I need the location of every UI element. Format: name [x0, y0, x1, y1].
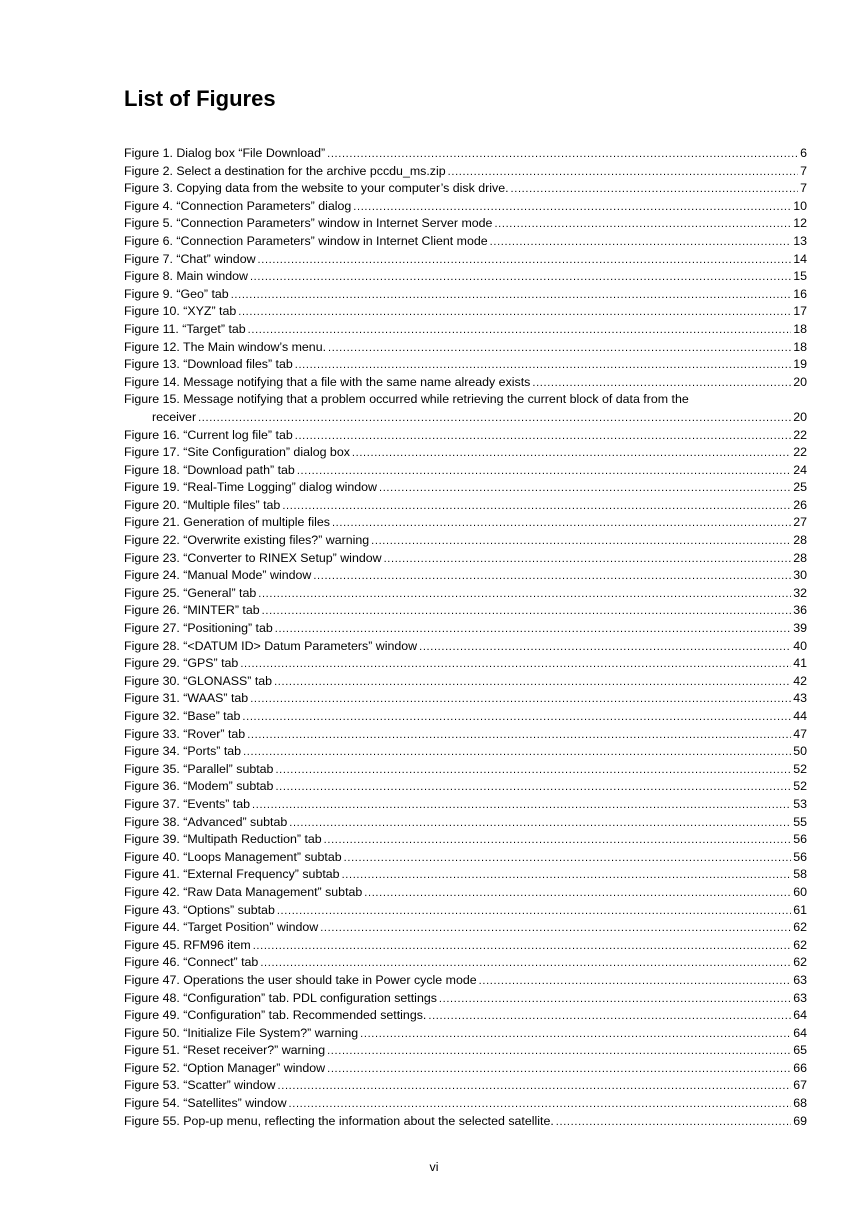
figure-entry-label: Figure 54. “Satellites” window [124, 1096, 287, 1111]
figure-entry-label: Figure 15. Message notifying that a problem occurred while retrieving the current block of data from the [124, 392, 689, 407]
figure-entry-label: Figure 36. “Modem” subtab [124, 779, 274, 794]
figure-entry-page: 43 [793, 691, 807, 706]
figure-entry-label: Figure 17. “Site Configuration” dialog box [124, 445, 350, 460]
dot-leader [240, 655, 791, 673]
figure-entry-label: Figure 51. “Reset receiver?” warning [124, 1043, 326, 1058]
figure-entry-label: Figure 9. “Geo” tab [124, 286, 229, 301]
figure-entry-label: Figure 44. “Target Position” window [124, 920, 319, 935]
figure-entry[interactable] [124, 550, 807, 568]
figure-entry-label: Figure 46. “Connect” tab [124, 955, 259, 970]
figure-entry-label: Figure 39. “Multipath Reduction” tab [124, 832, 322, 847]
figure-entry[interactable] [124, 427, 807, 445]
dot-leader [320, 919, 791, 937]
figure-entry-label: Figure 30. “GLONASS” tab [124, 673, 273, 688]
dot-leader [313, 567, 791, 585]
figure-entry-page: 56 [793, 832, 807, 847]
figure-entry-label: Figure 49. “Configuration” tab. Recommended settings. [124, 1008, 427, 1023]
figure-entry-page: 53 [793, 796, 807, 811]
dot-leader [419, 638, 791, 656]
figure-entry-page: 52 [793, 761, 807, 776]
figure-entry-page: 40 [793, 638, 807, 653]
figure-entry-page: 56 [793, 849, 807, 864]
figure-entry-label: Figure 6. “Connection Parameters” window in Internet Client mode [124, 233, 488, 248]
dot-leader [344, 849, 792, 867]
figure-entry-page: 64 [793, 1008, 807, 1023]
figure-entry[interactable] [124, 655, 807, 673]
figure-entry[interactable] [124, 268, 807, 286]
dot-leader [324, 831, 792, 849]
figure-entry-page: 20 [793, 374, 807, 389]
figure-entry[interactable] [124, 585, 807, 603]
figure-entry-page: 39 [793, 621, 807, 636]
figure-entry-label: Figure 33. “Rover” tab [124, 726, 246, 741]
figure-entry-label: Figure 34. “Ports” tab [124, 744, 242, 759]
figure-entry[interactable] [124, 180, 807, 198]
figure-entry-page: 25 [793, 480, 807, 495]
figure-entry-label: Figure 18. “Download path” tab [124, 462, 295, 477]
figure-entry-label: Figure 53. “Scatter” window [124, 1078, 276, 1093]
dot-leader [243, 743, 791, 761]
figure-entry-page: 63 [793, 990, 807, 1005]
dot-leader [556, 1113, 791, 1131]
figure-entry-page: 68 [793, 1096, 807, 1111]
figure-entry-label: Figure 42. “Raw Data Management” subtab [124, 884, 363, 899]
figure-entry-page: 19 [793, 357, 807, 372]
figure-entry-label: Figure 31. “WAAS” tab [124, 691, 249, 706]
figure-entry[interactable] [124, 444, 807, 462]
dot-leader [250, 268, 791, 286]
dot-leader [248, 321, 792, 339]
dot-leader [297, 462, 791, 480]
figure-entry[interactable] [124, 831, 807, 849]
dot-leader [295, 356, 791, 374]
figure-entry-label: Figure 50. “Initialize File System?” warning [124, 1025, 359, 1040]
figure-entry-page: 7 [800, 181, 807, 196]
figure-entry-label: Figure 52. “Option Manager” window [124, 1060, 326, 1075]
figure-entry[interactable] [124, 1113, 807, 1131]
dot-leader [328, 339, 791, 357]
figure-entry-page: 20 [793, 409, 807, 424]
figure-entry-label: Figure 8. Main window [124, 269, 248, 284]
dot-leader [327, 1060, 791, 1078]
dot-leader [479, 972, 792, 990]
figure-entry[interactable] [124, 726, 807, 744]
figure-entry[interactable] [124, 356, 807, 374]
figure-entry-page: 26 [793, 497, 807, 512]
figure-entry-page: 28 [793, 550, 807, 565]
dot-leader [278, 1077, 792, 1095]
figure-entry[interactable] [124, 479, 807, 497]
figure-entry[interactable] [124, 761, 807, 779]
dot-leader [274, 673, 791, 691]
dot-leader [198, 409, 791, 427]
figure-entry[interactable] [124, 1025, 807, 1043]
figure-entry-page: 50 [793, 744, 807, 759]
figure-entry[interactable] [124, 673, 807, 691]
figure-entry-label: Figure 25. “General” tab [124, 585, 257, 600]
figure-entry[interactable] [124, 690, 807, 708]
figure-entry-label: Figure 11. “Target” tab [124, 321, 246, 336]
dot-leader [247, 726, 791, 744]
dot-leader [282, 497, 791, 515]
figure-entry-label: Figure 48. “Configuration” tab. PDL configuration settings [124, 990, 437, 1005]
figure-entry-page: 52 [793, 779, 807, 794]
dot-leader [490, 233, 792, 251]
figure-entry[interactable] [124, 778, 807, 796]
figure-entry[interactable] [124, 954, 807, 972]
figure-entry-label: Figure 26. “MINTER” tab [124, 603, 260, 618]
figure-entry[interactable] [124, 1060, 807, 1078]
figure-entry-label: Figure 21. Generation of multiple files [124, 515, 330, 530]
figure-entry-page: 18 [793, 339, 807, 354]
dot-leader [364, 884, 791, 902]
dot-leader [258, 585, 791, 603]
figure-entry-label: Figure 10. “XYZ” tab [124, 304, 237, 319]
figure-entry-page: 22 [793, 427, 807, 442]
figure-entry-page: 69 [793, 1113, 807, 1128]
dot-leader [242, 708, 791, 726]
figure-entry-page: 30 [793, 568, 807, 583]
figure-entry[interactable] [124, 215, 807, 233]
figure-entry-label: Figure 4. “Connection Parameters” dialog [124, 198, 352, 213]
figure-entry-page: 14 [793, 251, 807, 266]
figure-entry[interactable] [124, 163, 807, 181]
dot-leader [289, 814, 791, 832]
figure-entry-label: Figure 19. “Real-Time Logging” dialog window [124, 480, 377, 495]
figure-entry[interactable] [124, 374, 807, 392]
figure-entry-label: Figure 29. “GPS” tab [124, 656, 239, 671]
figure-entry[interactable] [124, 602, 807, 620]
figure-entry-label: Figure 23. “Converter to RINEX Setup” window [124, 550, 382, 565]
dot-leader [231, 286, 792, 304]
figure-entry-page: 64 [793, 1025, 807, 1040]
figure-entry-page: 10 [793, 198, 807, 213]
dot-leader [342, 866, 792, 884]
dot-leader [275, 778, 791, 796]
dot-leader [511, 180, 799, 198]
figure-entry-page: 13 [793, 233, 807, 248]
dot-leader [238, 303, 791, 321]
dot-leader [262, 602, 792, 620]
figure-entry[interactable] [124, 497, 807, 515]
dot-leader [258, 251, 792, 269]
figure-entry-page: 36 [793, 603, 807, 618]
figure-entry-page: 41 [793, 656, 807, 671]
figure-entry[interactable] [124, 321, 807, 339]
dot-leader [277, 902, 791, 920]
dot-leader [379, 479, 791, 497]
dot-leader [332, 514, 791, 532]
figure-entry-label: Figure 45. RFM96 item [124, 937, 251, 952]
figure-entry-label: Figure 14. Message notifying that a file with the same name already exists [124, 374, 531, 389]
figure-entry-label: Figure 27. “Positioning” tab [124, 621, 273, 636]
figure-entry[interactable] [124, 1095, 807, 1113]
figure-entry-label: Figure 55. Pop-up menu, reflecting the information about the selected satellite. [124, 1113, 554, 1128]
figure-entry-label: Figure 13. “Download files” tab [124, 357, 293, 372]
figure-entry-page: 15 [793, 269, 807, 284]
figure-entry[interactable] [124, 145, 807, 163]
figure-entry-label: Figure 22. “Overwrite existing files?” warning [124, 533, 370, 548]
figure-entry[interactable] [124, 462, 807, 480]
figure-entry[interactable] [124, 902, 807, 920]
figure-entry-page: 44 [793, 709, 807, 723]
figure-entry-page: 62 [793, 955, 807, 970]
dot-leader [448, 163, 798, 181]
figure-entry-label: Figure 1. Dialog box “File Download” [124, 146, 326, 160]
figure-entry[interactable] [124, 1007, 807, 1025]
figure-entry-page: 7 [800, 163, 807, 178]
figure-entry-page: 22 [793, 445, 807, 460]
page-number: vi [429, 1160, 439, 1174]
figure-entry-page: 62 [793, 937, 807, 952]
figure-entry-label: Figure 3. Copying data from the website to your computer’s disk drive. [124, 181, 509, 196]
figure-entry-label: Figure 41. “External Frequency” subtab [124, 867, 340, 882]
dot-leader [327, 1042, 791, 1060]
figure-list [124, 145, 807, 1130]
figure-entry[interactable] [124, 286, 807, 304]
figure-entry[interactable] [124, 814, 807, 832]
figure-entry-label: Figure 32. “Base” tab [124, 709, 241, 723]
figure-entry-page: 62 [793, 920, 807, 935]
figure-entry-page: 67 [793, 1078, 807, 1093]
dot-leader [289, 1095, 792, 1113]
figure-entry[interactable] [124, 708, 807, 726]
figure-entry[interactable] [124, 796, 807, 814]
figure-entry[interactable] [124, 303, 807, 321]
figure-entry-page: 6 [800, 146, 807, 160]
figure-entry[interactable] [124, 339, 807, 357]
figure-entry-label: Figure 20. “Multiple files” tab [124, 497, 281, 512]
figure-entry[interactable] [124, 743, 807, 761]
figure-entry[interactable] [124, 884, 807, 902]
figure-entry-page: 47 [793, 726, 807, 741]
dot-leader [439, 990, 791, 1008]
figure-entry-page: 60 [793, 884, 807, 899]
figure-entry-label: Figure 24. “Manual Mode” window [124, 568, 312, 583]
figure-entry-label: Figure 7. “Chat” window [124, 251, 256, 266]
figure-entry[interactable] [124, 1077, 807, 1095]
figure-entry-page: 63 [793, 972, 807, 987]
dot-leader [275, 761, 791, 779]
figure-entry-page: 18 [793, 321, 807, 336]
figure-entry-label: Figure 2. Select a destination for the archive pccdu_ms.zip [124, 163, 446, 178]
dot-leader [353, 198, 791, 216]
dot-leader [275, 620, 791, 638]
figure-entry[interactable] [124, 409, 807, 427]
dot-leader [352, 444, 791, 462]
dot-leader [360, 1025, 791, 1043]
figure-entry-label: Figure 5. “Connection Parameters” window in Internet Server mode [124, 216, 493, 231]
dot-leader [260, 954, 791, 972]
figure-entry-label: receiver [152, 409, 197, 424]
figure-entry-page: 17 [793, 304, 807, 319]
dot-leader [252, 796, 791, 814]
figure-entry-page: 28 [793, 533, 807, 548]
figure-entry[interactable] [124, 532, 807, 550]
figure-entry-page: 12 [793, 216, 807, 231]
figure-entry[interactable] [124, 198, 807, 216]
dot-leader [253, 937, 792, 955]
dot-leader [250, 690, 791, 708]
dot-leader [327, 145, 798, 163]
figure-entry[interactable] [124, 866, 807, 884]
figure-entry[interactable] [124, 233, 807, 251]
figure-entry-page: 27 [793, 515, 807, 530]
figure-entry[interactable] [124, 990, 807, 1008]
figure-entry-label: Figure 47. Operations the user should take in Power cycle mode [124, 972, 477, 987]
figure-entry-label: Figure 28. “<DATUM ID> Datum Parameters” window [124, 638, 418, 653]
figure-entry[interactable] [124, 849, 807, 867]
dot-leader [295, 427, 791, 445]
figure-entry-label: Figure 35. “Parallel” subtab [124, 761, 274, 776]
figure-entry-label: Figure 37. “Events” tab [124, 796, 251, 811]
figure-entry-label: Figure 38. “Advanced” subtab [124, 814, 288, 829]
figure-entry[interactable] [124, 1042, 807, 1060]
figure-entry-label: Figure 43. “Options” subtab [124, 902, 275, 917]
figure-entry-label: Figure 40. “Loops Management” subtab [124, 849, 342, 864]
figure-entry[interactable] [124, 567, 807, 585]
figure-entry-page: 55 [793, 814, 807, 829]
dot-leader [428, 1007, 791, 1025]
figure-entry-page: 42 [793, 673, 807, 688]
figure-entry[interactable] [124, 620, 807, 638]
figure-entry-page: 65 [793, 1043, 807, 1058]
figure-entry[interactable] [124, 638, 807, 656]
dot-leader [494, 215, 791, 233]
figure-entry-label: Figure 12. The Main window’s menu. [124, 339, 327, 354]
figure-entry-page: 58 [793, 867, 807, 882]
figure-entry-page: 66 [793, 1060, 807, 1075]
figure-entry-page: 32 [793, 585, 807, 600]
figure-entry[interactable] [124, 937, 807, 955]
figure-entry[interactable] [124, 972, 807, 990]
dot-leader [532, 374, 791, 392]
dot-leader [371, 532, 791, 550]
figure-entry[interactable] [124, 251, 807, 269]
dot-leader [384, 550, 792, 568]
figure-entry[interactable] [124, 514, 807, 532]
figure-entry-label: Figure 16. “Current log file” tab [124, 427, 293, 442]
figure-entry-page: 16 [793, 286, 807, 301]
figure-entry-page: 61 [793, 902, 807, 917]
figure-entry-page: 24 [793, 462, 807, 477]
figure-entry[interactable] [124, 919, 807, 937]
page-title: List of Figures [124, 86, 276, 111]
